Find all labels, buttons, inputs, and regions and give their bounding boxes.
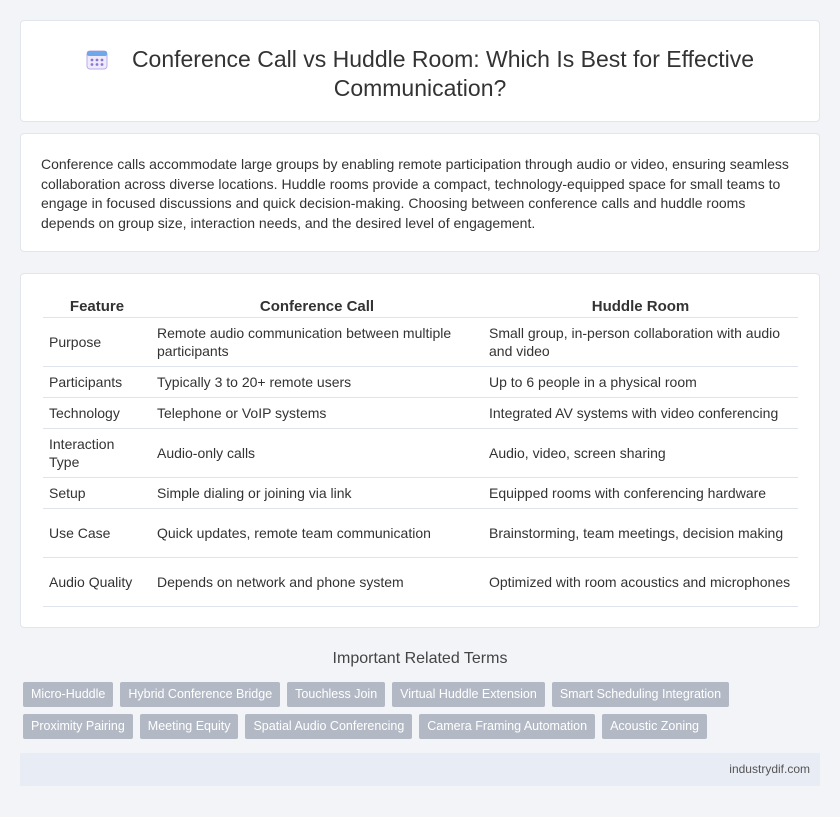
conference-cell: Typically 3 to 20+ remote users <box>151 366 483 397</box>
table-row <box>43 477 798 508</box>
conference-cell: Simple dialing or joining via link <box>151 477 483 508</box>
table-row <box>43 508 798 557</box>
footer <box>20 753 820 786</box>
table-header-row <box>43 296 798 317</box>
related-term-tag[interactable]: Virtual Huddle Extension <box>392 682 545 707</box>
feature-cell: Technology <box>43 397 151 428</box>
conference-cell: Telephone or VoIP systems <box>151 397 483 428</box>
related-term-tag[interactable]: Micro-Huddle <box>23 682 113 707</box>
huddle-cell: Audio, video, screen sharing <box>483 428 798 477</box>
footer-site-link[interactable]: industrydif.com <box>729 762 810 776</box>
intro-paragraph: Conference calls accommodate large groups by enabling remote participation through audio or video, ensuring seamless collaboration across diverse locations. Huddle rooms provide a compact, technology-equipped space for small teams to engage in focused discussions and quick decision-making. Choosing between conference calls and huddle rooms depends on group size, interaction needs, and the desired level of engagement. <box>41 156 789 231</box>
conference-cell: Depends on network and phone system <box>151 557 483 606</box>
huddle-cell: Optimized with room acoustics and microphones <box>483 557 798 606</box>
related-term-tag[interactable]: Smart Scheduling Integration <box>552 682 729 707</box>
related-term-tag[interactable]: Hybrid Conference Bridge <box>120 682 280 707</box>
feature-cell: Audio Quality <box>43 557 151 606</box>
feature-cell: Participants <box>43 366 151 397</box>
header-feature: Feature <box>43 296 151 317</box>
conference-cell: Remote audio communication between multiple participants <box>151 317 483 366</box>
page-title-wrap <box>21 45 819 103</box>
related-term-tag[interactable]: Meeting Equity <box>140 714 239 739</box>
related-terms-title: Important Related Terms <box>332 650 508 667</box>
huddle-cell: Brainstorming, team meetings, decision making <box>483 508 798 557</box>
page-title: Conference Call vs Huddle Room: Which Is Best for Effective Communication? <box>131 46 755 101</box>
table-row <box>43 366 798 397</box>
comparison-table <box>43 296 798 607</box>
feature-cell: Purpose <box>43 317 151 366</box>
related-terms-list <box>23 682 823 739</box>
conference-cell: Quick updates, remote team communication <box>151 508 483 557</box>
huddle-cell: Equipped rooms with conferencing hardware <box>483 477 798 508</box>
table-row <box>43 317 798 366</box>
header-huddle-room: Huddle Room <box>483 296 798 317</box>
calendar-icon <box>86 48 108 70</box>
related-term-tag[interactable]: Camera Framing Automation <box>419 714 595 739</box>
table-row <box>43 397 798 428</box>
table-row <box>43 428 798 477</box>
feature-cell: Use Case <box>43 508 151 557</box>
intro-card <box>20 133 820 252</box>
table-row <box>43 557 798 606</box>
header-conference-call: Conference Call <box>151 296 483 317</box>
huddle-cell: Up to 6 people in a physical room <box>483 366 798 397</box>
huddle-cell: Integrated AV systems with video conferencing <box>483 397 798 428</box>
feature-cell: Interaction Type <box>43 428 151 477</box>
header-card <box>20 20 820 122</box>
related-term-tag[interactable]: Touchless Join <box>287 682 385 707</box>
huddle-cell: Small group, in-person collaboration with audio and video <box>483 317 798 366</box>
related-term-tag[interactable]: Proximity Pairing <box>23 714 133 739</box>
feature-cell: Setup <box>43 477 151 508</box>
related-term-tag[interactable]: Spatial Audio Conferencing <box>245 714 412 739</box>
related-term-tag[interactable]: Acoustic Zoning <box>602 714 707 739</box>
comparison-card <box>20 273 820 628</box>
conference-cell: Audio-only calls <box>151 428 483 477</box>
